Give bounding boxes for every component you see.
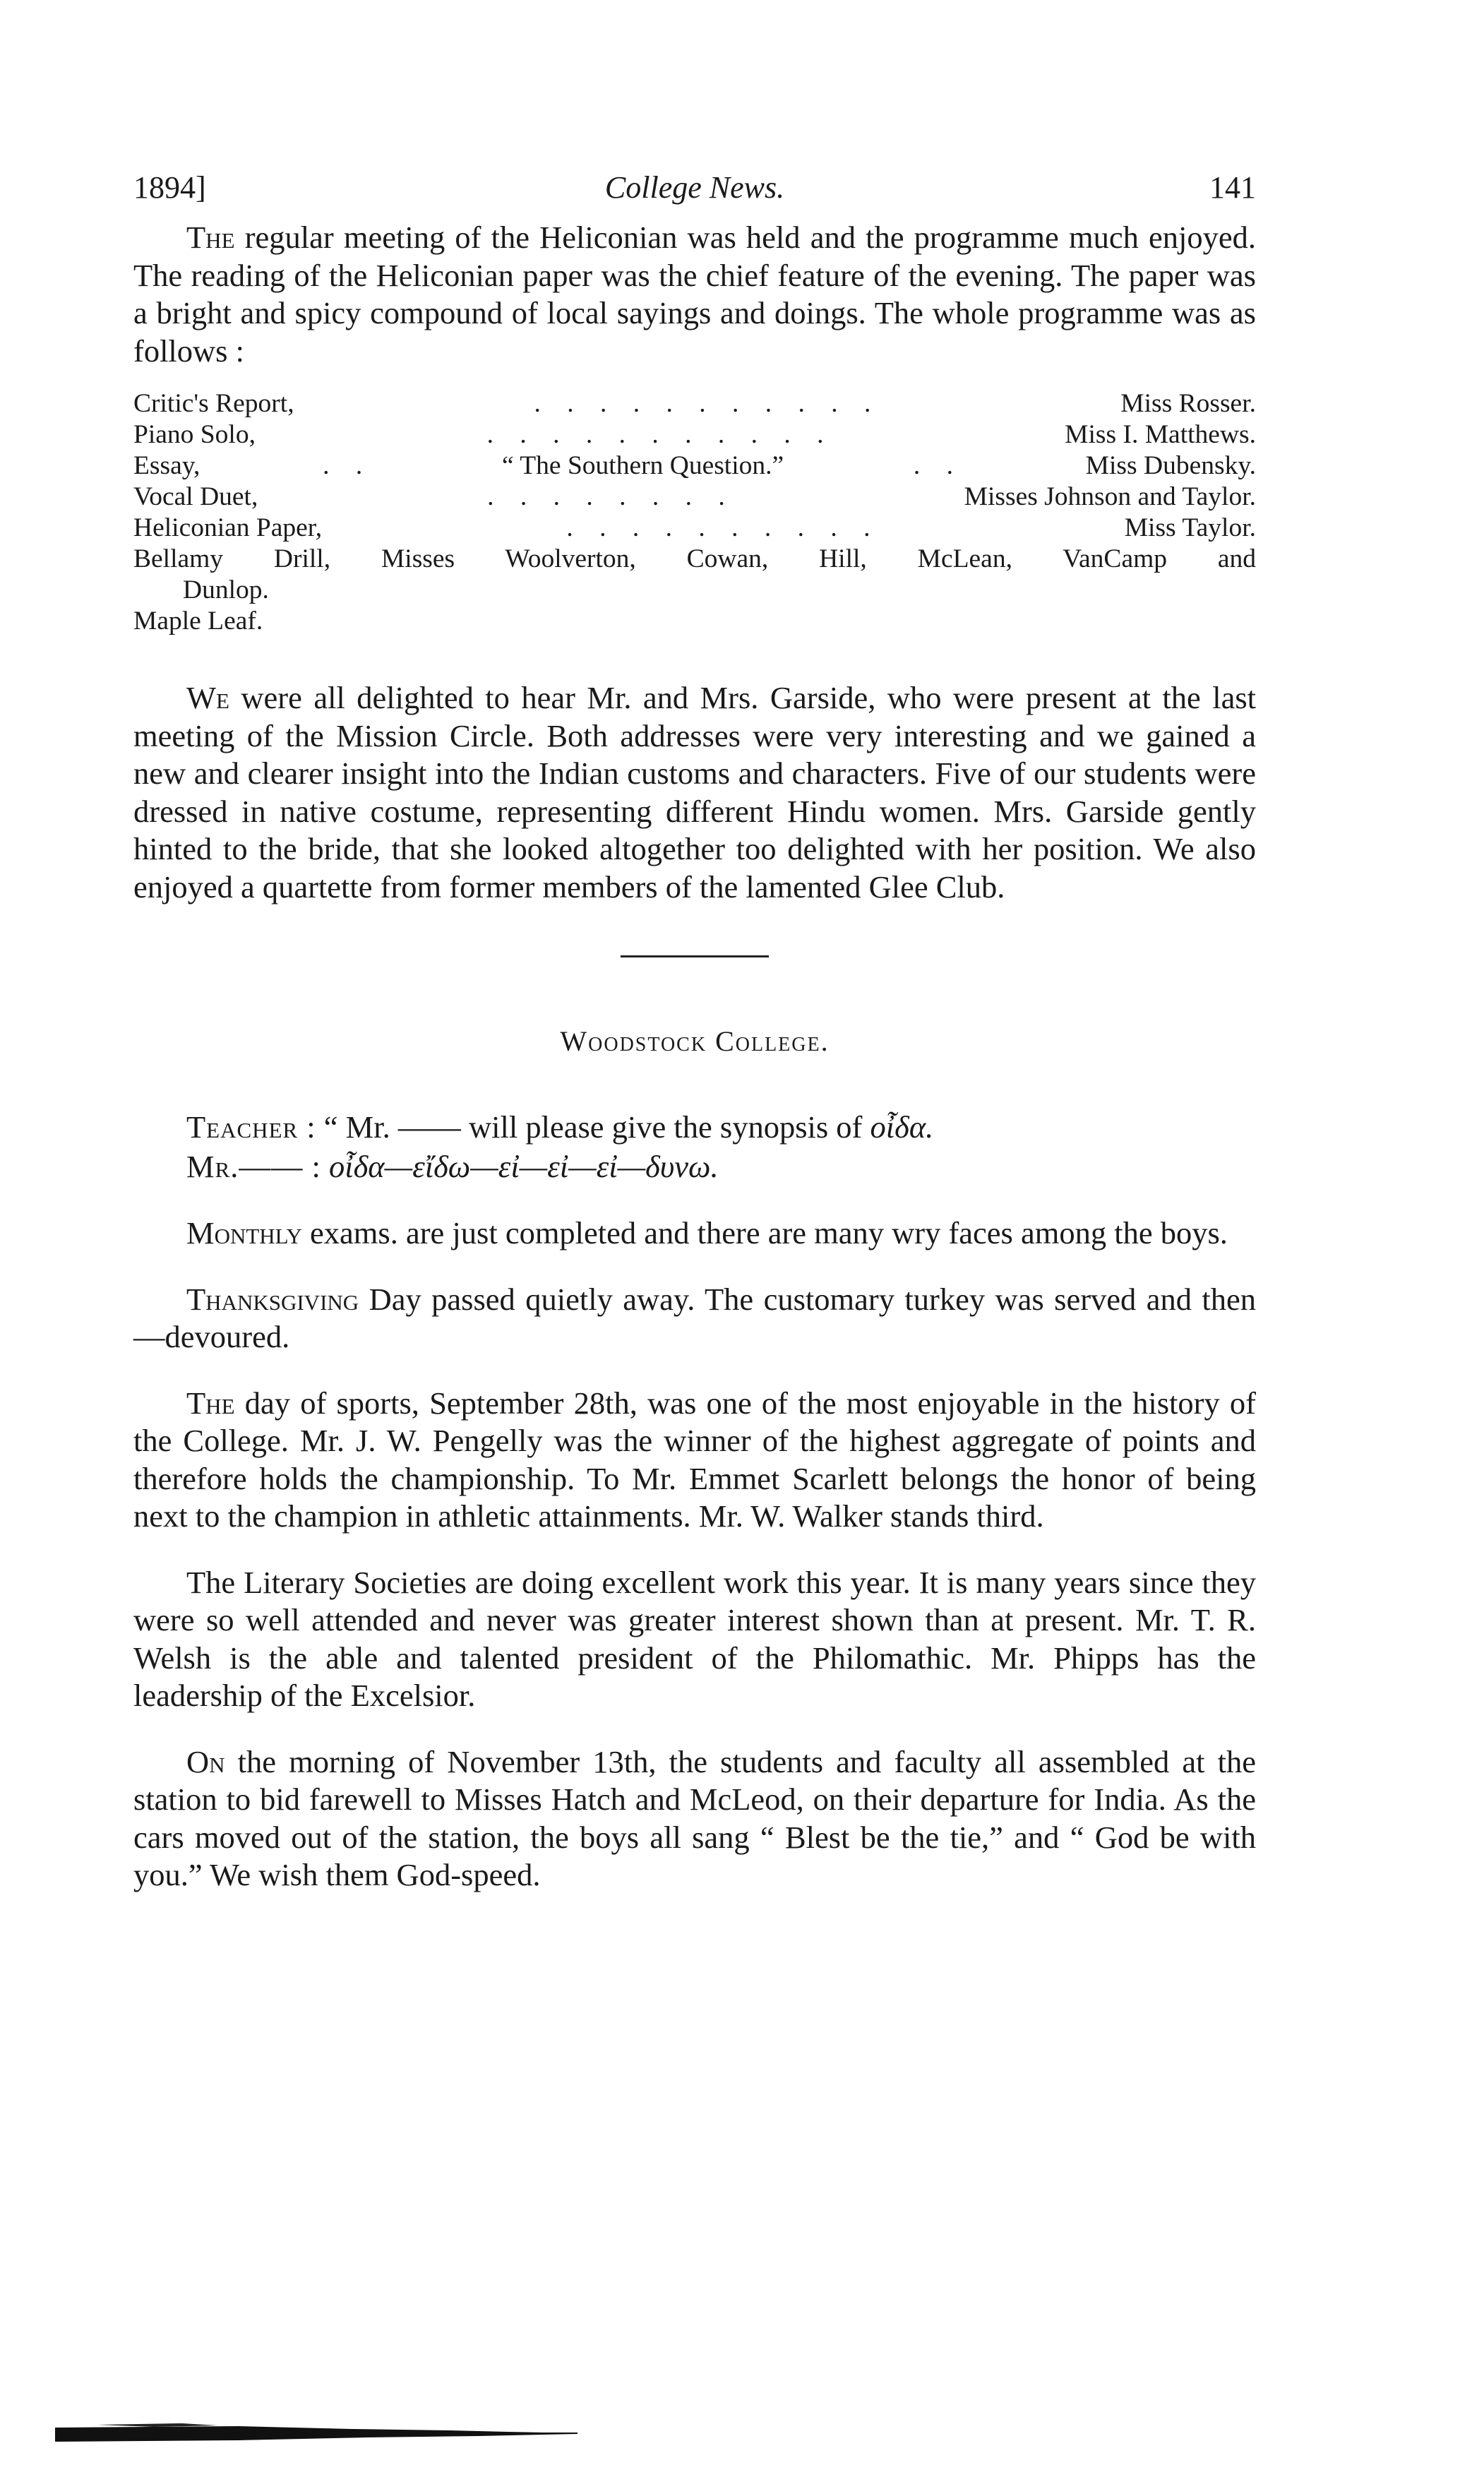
programme-item — [133, 482, 1256, 513]
programme-item — [133, 513, 1256, 544]
programme-item — [133, 450, 1256, 482]
mr-greek: οἶδα—εἴδω—εἰ—εἰ—εἰ—δυνω. — [328, 1149, 719, 1184]
teacher-text: “ Mr. —— will please give the synopsis of — [323, 1109, 863, 1145]
mr-label: Mr.—— : — [186, 1149, 321, 1184]
programme-item-performer: Miss Dubensky. — [1085, 451, 1257, 480]
header-year: 1894] — [133, 170, 206, 205]
mission-text: were all delighted to hear Mr. and Mrs. Garside, who were present at the last meeting of the Mission Circle. Both addresses were very interesting and we gained a new and clearer insight into the Indian customs and characters. Five of our students were dressed in native costume, representing different Hindu women. Mrs. Garside gently hinted to the bride, that she looked altogether too delighted with her position. We also enjoyed a quartette from former members of the lamented Glee Club. — [133, 680, 1257, 905]
literary-paragraph: The Literary Societies are doing excellent work this year. It is many years since they were so well attended and never was greater interest shown than at present. Mr. T. R. Welsh is the able and talented president of the Philomathic. Mr. Phipps has the leadership of the Excelsior. — [133, 1564, 1256, 1713]
programme-item-title: Vocal Duet, — [133, 482, 258, 511]
sports-text: day of sports, September 28th, was one of the most enjoyable in the history of the College. Mr. J. W. Pengelly was the winner of the highest aggregate of points and therefore holds the championship. To Mr. Emmet Scarlett belongs the honor of being next to the champion in athletic attainments. Mr. W. Walker stands third. — [133, 1385, 1256, 1534]
thanksgiving-text: Day passed quietly away. The customary turkey was served and then—devoured. — [133, 1281, 1257, 1354]
programme-item-performer: Misses Johnson and Taylor. — [964, 482, 1256, 511]
programme-leader: . . . . . . . . . . . — [534, 389, 881, 418]
dialogue — [133, 1107, 1256, 1186]
heliconian-text: regular meeting of the Heliconian was held and the programme much enjoyed. The reading of the Heliconian paper was the chief feature of the evening. The paper was a bright and spicy compound of local sayings and doings. The whole programme was as follows : — [133, 220, 1256, 369]
farewell-paragraph — [133, 1743, 1256, 1894]
monthly-paragraph — [133, 1214, 1256, 1253]
scan-artifact — [55, 2422, 578, 2443]
teacher-line — [133, 1107, 1256, 1147]
programme-item-note: “ The Southern Question.” — [501, 451, 784, 480]
mission-lead: We — [186, 680, 229, 715]
programme-bellamy-line: Bellamy Drill, Misses Woolverton, Cowan, Hill, McLean, VanCamp and — [133, 544, 1256, 573]
programme-bellamy-continuation: Dunlop. — [183, 575, 269, 604]
programme-item-title: Essay, — [133, 451, 201, 480]
header-title: College News. — [604, 170, 785, 205]
programme-item-performer: Miss I. Matthews. — [1065, 420, 1256, 449]
teacher-greek: οἶδα. — [870, 1109, 934, 1145]
farewell-lead: On — [186, 1743, 225, 1779]
programme-leader: . . . . . . . . . . . — [486, 420, 834, 449]
programme-leader: . . — [913, 451, 963, 480]
programme-list — [133, 388, 1256, 637]
heliconian-paragraph — [133, 219, 1256, 370]
programme-leader: . . . . . . . . — [487, 482, 735, 511]
section-divider — [621, 955, 769, 957]
monthly-lead: Monthly — [186, 1215, 302, 1251]
thanksgiving-lead: Thanksgiving — [186, 1281, 359, 1317]
farewell-text: the morning of November 13th, the students and faculty all assembled at the station to bid farewell to Misses Hatch and McLeod, on their departure for India. As the cars moved out of the station, the boys all sang “ Blest be the tie,” and “ God be with you.” We wish them God-speed. — [133, 1743, 1256, 1892]
heliconian-lead: The — [186, 220, 235, 255]
programme-item-title: Critic's Report, — [133, 389, 294, 418]
programme-item-performer: Miss Rosser. — [1120, 389, 1256, 418]
programme-item — [133, 388, 1256, 419]
running-head — [133, 169, 1256, 219]
mr-line — [133, 1147, 1256, 1186]
programme-leader: . . . . . . . . . . — [566, 513, 880, 542]
monthly-text: exams. are just completed and there are many wry faces among the boys. — [310, 1215, 1228, 1251]
programme-item-performer: Miss Taylor. — [1124, 513, 1256, 542]
programme-leader: . . — [323, 451, 373, 480]
mission-paragraph — [133, 679, 1256, 906]
sports-lead: The — [186, 1385, 235, 1421]
programme-closing: Maple Leaf. — [133, 607, 263, 635]
programme-item-title: Heliconian Paper, — [133, 513, 323, 542]
page-number: 141 — [1209, 170, 1256, 205]
page — [133, 169, 1256, 1894]
programme-item-title: Piano Solo, — [133, 420, 256, 449]
programme-item — [133, 419, 1256, 450]
thanksgiving-paragraph — [133, 1281, 1256, 1356]
teacher-label: Teacher : — [186, 1109, 316, 1145]
sports-paragraph — [133, 1385, 1256, 1536]
section-heading: Woodstock College. — [560, 1025, 830, 1057]
